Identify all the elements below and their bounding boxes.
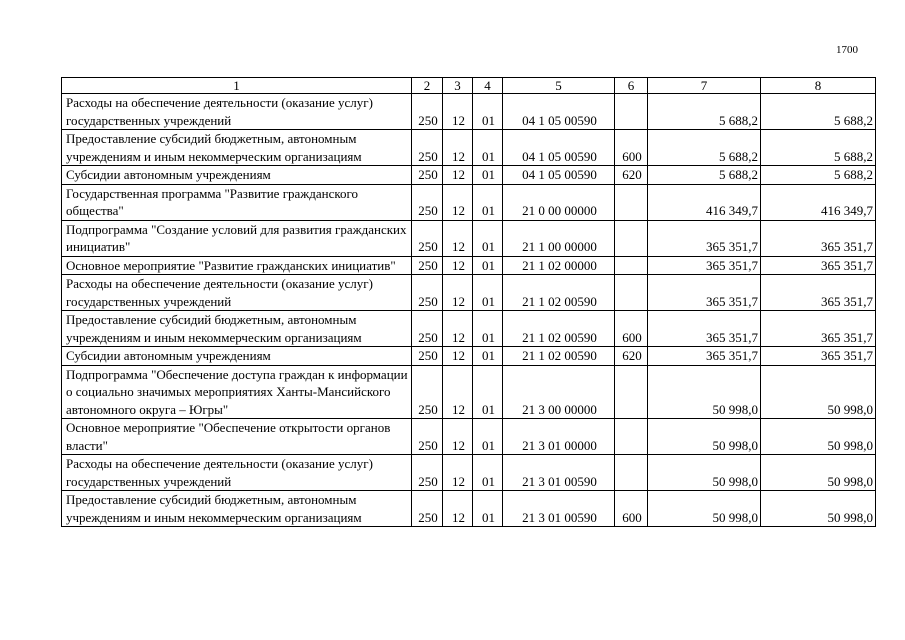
page-number: 1700: [836, 44, 858, 56]
amount-cell: 5 688,2: [761, 166, 876, 185]
section-cell: 12: [443, 166, 473, 185]
subsection-cell: 01: [473, 347, 503, 366]
subsection-cell: 01: [473, 419, 503, 455]
row-name-cell: Основное мероприятие "Обеспечение открытости органов власти": [62, 419, 412, 455]
ministry-code-cell: 250: [412, 455, 443, 491]
target-article-cell: 21 0 00 00000: [503, 184, 615, 220]
table-row: [62, 365, 876, 419]
amount-cell: 365 351,7: [761, 220, 876, 256]
amount-cell: 416 349,7: [761, 184, 876, 220]
amount-cell: 5 688,2: [761, 94, 876, 130]
header-row: [62, 78, 876, 94]
target-article-cell: 21 3 01 00000: [503, 419, 615, 455]
subsection-cell: 01: [473, 184, 503, 220]
amount-cell: 50 998,0: [761, 365, 876, 419]
amount-cell: 50 998,0: [761, 491, 876, 527]
section-cell: 12: [443, 311, 473, 347]
amount-cell: 365 351,7: [761, 311, 876, 347]
table-row: [62, 491, 876, 527]
amount-cell: 50 998,0: [648, 455, 761, 491]
column-header: 8: [761, 78, 876, 94]
amount-cell: 416 349,7: [648, 184, 761, 220]
column-header: 7: [648, 78, 761, 94]
amount-cell: 5 688,2: [648, 166, 761, 185]
ministry-code-cell: 250: [412, 256, 443, 275]
amount-cell: 5 688,2: [761, 130, 876, 166]
row-name-cell: Государственная программа "Развитие гражданского общества": [62, 184, 412, 220]
ministry-code-cell: 250: [412, 311, 443, 347]
amount-cell: 50 998,0: [648, 365, 761, 419]
column-header: 6: [615, 78, 648, 94]
target-article-cell: 04 1 05 00590: [503, 94, 615, 130]
target-article-cell: 21 3 01 00590: [503, 455, 615, 491]
row-name-cell: Предоставление субсидий бюджетным, автономным учреждениям и иным некоммерческим организациям: [62, 130, 412, 166]
ministry-code-cell: 250: [412, 491, 443, 527]
target-article-cell: 04 1 05 00590: [503, 130, 615, 166]
amount-cell: 365 351,7: [648, 311, 761, 347]
section-cell: 12: [443, 275, 473, 311]
table-row: [62, 256, 876, 275]
expense-type-cell: [615, 94, 648, 130]
row-name-cell: Расходы на обеспечение деятельности (оказание услуг) государственных учреждений: [62, 455, 412, 491]
amount-cell: 365 351,7: [761, 347, 876, 366]
table-row: [62, 419, 876, 455]
section-cell: 12: [443, 455, 473, 491]
table-row: [62, 220, 876, 256]
row-name-cell: Расходы на обеспечение деятельности (оказание услуг) государственных учреждений: [62, 94, 412, 130]
subsection-cell: 01: [473, 130, 503, 166]
target-article-cell: 04 1 05 00590: [503, 166, 615, 185]
column-header: 4: [473, 78, 503, 94]
ministry-code-cell: 250: [412, 130, 443, 166]
section-cell: 12: [443, 220, 473, 256]
expense-type-cell: 620: [615, 166, 648, 185]
expense-type-cell: [615, 455, 648, 491]
row-name-cell: Расходы на обеспечение деятельности (оказание услуг) государственных учреждений: [62, 275, 412, 311]
expense-type-cell: 600: [615, 311, 648, 347]
budget-table: [61, 77, 876, 527]
ministry-code-cell: 250: [412, 419, 443, 455]
column-header: 2: [412, 78, 443, 94]
table-row: [62, 130, 876, 166]
target-article-cell: 21 3 01 00590: [503, 491, 615, 527]
amount-cell: 5 688,2: [648, 94, 761, 130]
expense-type-cell: [615, 184, 648, 220]
amount-cell: 5 688,2: [648, 130, 761, 166]
subsection-cell: 01: [473, 256, 503, 275]
target-article-cell: 21 1 00 00000: [503, 220, 615, 256]
section-cell: 12: [443, 256, 473, 275]
subsection-cell: 01: [473, 94, 503, 130]
column-header: 3: [443, 78, 473, 94]
ministry-code-cell: 250: [412, 275, 443, 311]
row-name-cell: Предоставление субсидий бюджетным, автономным учреждениям и иным некоммерческим организациям: [62, 491, 412, 527]
ministry-code-cell: 250: [412, 365, 443, 419]
row-name-cell: Подпрограмма "Обеспечение доступа граждан к информации о социально значимых мероприятиях Ханты-Мансийского автономного округа – Югры": [62, 365, 412, 419]
section-cell: 12: [443, 130, 473, 166]
ministry-code-cell: 250: [412, 347, 443, 366]
subsection-cell: 01: [473, 365, 503, 419]
row-name-cell: Подпрограмма "Создание условий для развития гражданских инициатив": [62, 220, 412, 256]
table-row: [62, 347, 876, 366]
table-row: [62, 184, 876, 220]
expense-type-cell: 600: [615, 491, 648, 527]
subsection-cell: 01: [473, 166, 503, 185]
table-row: [62, 94, 876, 130]
amount-cell: 50 998,0: [648, 491, 761, 527]
table-row: [62, 455, 876, 491]
target-article-cell: 21 1 02 00590: [503, 347, 615, 366]
expense-type-cell: 600: [615, 130, 648, 166]
amount-cell: 50 998,0: [648, 419, 761, 455]
ministry-code-cell: 250: [412, 166, 443, 185]
column-header: 5: [503, 78, 615, 94]
subsection-cell: 01: [473, 220, 503, 256]
section-cell: 12: [443, 491, 473, 527]
amount-cell: 365 351,7: [761, 256, 876, 275]
subsection-cell: 01: [473, 275, 503, 311]
amount-cell: 365 351,7: [648, 256, 761, 275]
expense-type-cell: 620: [615, 347, 648, 366]
section-cell: 12: [443, 419, 473, 455]
expense-type-cell: [615, 275, 648, 311]
expense-type-cell: [615, 365, 648, 419]
section-cell: 12: [443, 347, 473, 366]
table-row: [62, 311, 876, 347]
table-row: [62, 166, 876, 185]
amount-cell: 50 998,0: [761, 419, 876, 455]
section-cell: 12: [443, 184, 473, 220]
amount-cell: 365 351,7: [648, 220, 761, 256]
ministry-code-cell: 250: [412, 94, 443, 130]
table-body: [62, 94, 876, 527]
target-article-cell: 21 1 02 00000: [503, 256, 615, 275]
target-article-cell: 21 3 00 00000: [503, 365, 615, 419]
amount-cell: 365 351,7: [648, 275, 761, 311]
ministry-code-cell: 250: [412, 220, 443, 256]
column-header: 1: [62, 78, 412, 94]
expense-type-cell: [615, 256, 648, 275]
amount-cell: 50 998,0: [761, 455, 876, 491]
table-row: [62, 275, 876, 311]
target-article-cell: 21 1 02 00590: [503, 275, 615, 311]
subsection-cell: 01: [473, 311, 503, 347]
amount-cell: 365 351,7: [648, 347, 761, 366]
section-cell: 12: [443, 94, 473, 130]
subsection-cell: 01: [473, 491, 503, 527]
row-name-cell: Субсидии автономным учреждениям: [62, 347, 412, 366]
subsection-cell: 01: [473, 455, 503, 491]
expense-type-cell: [615, 419, 648, 455]
target-article-cell: 21 1 02 00590: [503, 311, 615, 347]
ministry-code-cell: 250: [412, 184, 443, 220]
row-name-cell: Субсидии автономным учреждениям: [62, 166, 412, 185]
amount-cell: 365 351,7: [761, 275, 876, 311]
section-cell: 12: [443, 365, 473, 419]
row-name-cell: Предоставление субсидий бюджетным, автономным учреждениям и иным некоммерческим организациям: [62, 311, 412, 347]
expense-type-cell: [615, 220, 648, 256]
row-name-cell: Основное мероприятие "Развитие гражданских инициатив": [62, 256, 412, 275]
